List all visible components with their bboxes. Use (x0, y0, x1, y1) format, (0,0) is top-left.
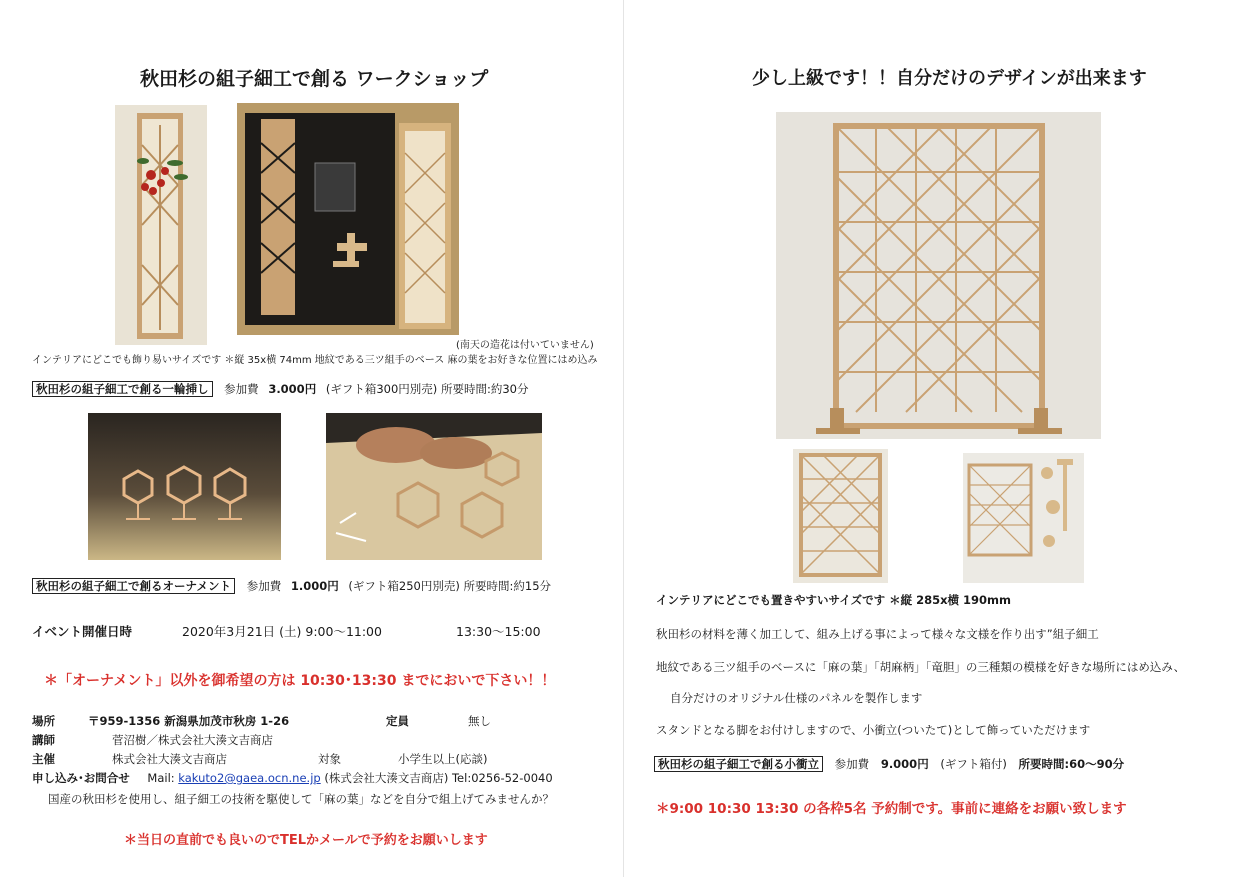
mail-label: Mail: (147, 771, 175, 785)
course2-line (32, 578, 551, 594)
mail-link[interactable]: kakuto2@gaea.ocn.ne.jp (178, 771, 321, 785)
right-page-title: 少し上級です！！自分だけのデザインが出来ます (752, 68, 1147, 89)
course1-fee-label: 参加費 (224, 382, 259, 396)
course2-gift: (ギフト箱250円別売) (348, 579, 460, 593)
apply-label: 申し込み･お問合せ (32, 771, 130, 785)
host-label: 主催 (32, 752, 55, 766)
right-notice-slots: ＊9:00 10:30 13:30 の各枠5名 予約制です。事前に連絡をお願い致します (656, 801, 1127, 817)
invite-text: 国産の秋田杉を使用し、組子細工の技術を駆使して「麻の葉」などを自分で組上げてみませんか？ (48, 792, 554, 806)
teacher-label: 講師 (32, 733, 55, 747)
course3-fee: 9.000円 (880, 757, 929, 771)
desc-line-2: 地紋である三ツ組手のベースに「麻の葉」「胡麻柄」「竜胆」の三種類の模様を好きな場所にはめ込み、 (656, 660, 1186, 674)
capacity-value: 無し (468, 714, 491, 728)
photo-kit-on-board (237, 103, 459, 335)
course2-name: 秋田杉の組子細工で創るオーナメント (32, 578, 235, 594)
event-date: 2020年3月21日 (土) 9:00～11:00 (182, 624, 382, 639)
left-size-line: インテリアにどこでも飾り易いサイズです ＊縦 35x横 74mm 地紋である三ツ組手のベース 麻の葉をお好きな位置にはめ込み (32, 355, 598, 366)
course3-gift: (ギフト箱付) (940, 757, 1007, 771)
photo-hands-assembling (326, 413, 542, 560)
desc-line-3: 自分だけのオリジナル仕様のパネルを製作します (670, 691, 923, 705)
photo-ornaments-standing (88, 413, 281, 560)
photo-vase-panel (115, 105, 207, 345)
photo-small-frame (793, 449, 888, 583)
apply-line (32, 770, 553, 786)
course1-name: 秋田杉の組子細工で創る一輪挿し (32, 381, 213, 397)
course2-fee-label: 参加費 (246, 579, 282, 593)
course1-line (32, 381, 528, 397)
photo-large-screen (776, 112, 1101, 439)
target-value: 小学生以上(応談) (398, 752, 488, 766)
desc-line-4: スタンドとなる脚をお付けしますので、小衝立(ついたて)として飾っていただけます (656, 723, 1091, 737)
target-label: 対象 (318, 752, 341, 766)
course2-fee: 1.000円 (290, 579, 339, 593)
course3-fee-label: 参加費 (834, 757, 870, 771)
event-label: イベント開催日時 (32, 624, 133, 639)
course3-name: 秋田杉の組子細工で創る小衝立 (654, 756, 823, 772)
page-fold-divider (623, 0, 624, 877)
host-value: 株式会社大湊文吉商店 (112, 752, 227, 766)
course2-time: 所要時間:約15分 (463, 579, 552, 593)
course1-fee: 3.000円 (268, 382, 317, 396)
teacher-value: 菅沼樹／株式会社大湊文吉商店 (112, 733, 273, 747)
course3-time: 所要時間:60～90分 (1018, 757, 1125, 771)
left-notice-reservation: ＊「オーナメント」以外を御希望の方は 10:30･13:30 までにおいで下さい！！ (44, 673, 556, 689)
apply-rest: (株式会社大湊文吉商店) Tel:0256-52-0040 (324, 771, 553, 785)
left-notice-booking: ＊当日の直前でも良いのでTELかメールで予約をお願いします (124, 833, 488, 848)
event-time2: 13:30～15:00 (456, 624, 541, 639)
place-value: 〒959-1356 新潟県加茂市秋房 1-26 (88, 714, 290, 728)
desc-line-1: 秋田杉の材料を薄く加工して、組み上げる事によって様々な文様を作り出す”組子細工 (656, 627, 1099, 641)
course1-gift: (ギフト箱300円別売) (325, 382, 438, 396)
course1-time: 所要時間:約30分 (440, 382, 529, 396)
right-size-line: インテリアにどこでも置きやすいサイズです ＊縦 285x横 190mm (656, 593, 1011, 607)
photo-kit-parts (963, 453, 1084, 583)
left-page-title: 秋田杉の組子細工で創る ワークショップ (140, 68, 489, 90)
place-label: 場所 (32, 714, 55, 728)
capacity-label: 定員 (386, 714, 409, 728)
photo-caption: (南天の造花は付いていません) (456, 340, 594, 351)
course3-line (654, 756, 1124, 772)
